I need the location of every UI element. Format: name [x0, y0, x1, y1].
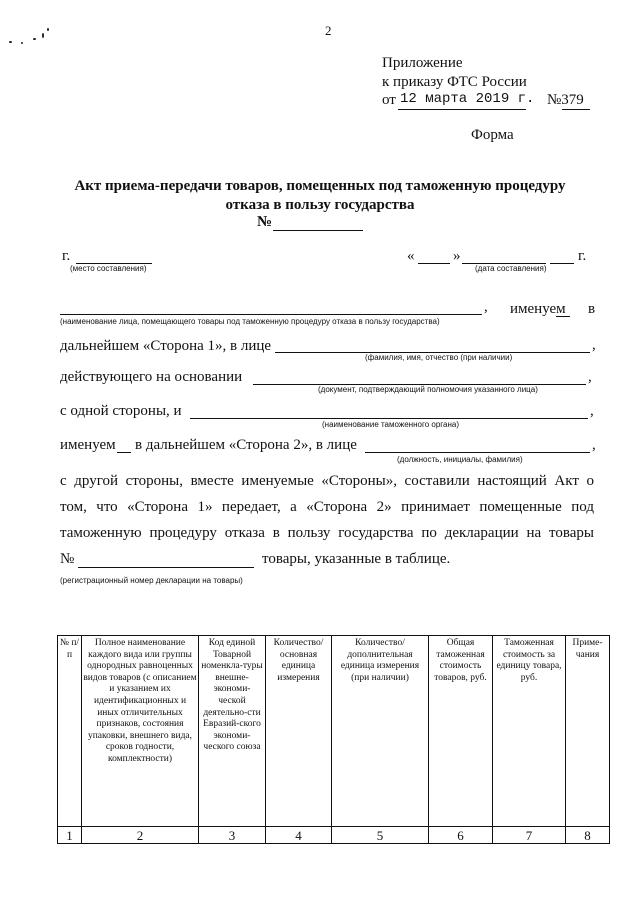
column-number-cell: 5	[332, 827, 429, 844]
one-side-text: с одной стороны, и	[60, 403, 182, 419]
side2-position-line	[365, 452, 590, 453]
appendix-date-line	[398, 109, 526, 110]
scan-speck	[47, 28, 49, 31]
header-cell-main-quantity: Количество/ основная единица измерения	[266, 636, 332, 827]
goods-table	[57, 635, 610, 844]
scan-speck	[42, 33, 44, 38]
close-quote: »	[453, 248, 461, 264]
appendix-date: 12 марта 2019 г.	[400, 91, 535, 107]
named-ending-line-2	[117, 452, 131, 453]
customs-comma: ,	[590, 403, 594, 419]
side2-text: в дальнейшем «Сторона 2», в лице	[135, 437, 357, 453]
column-number-cell: 1	[58, 827, 82, 844]
party-name-line	[60, 314, 482, 315]
appendix-number-line	[562, 109, 590, 110]
side1-comma: ,	[592, 337, 596, 353]
year-suffix: г.	[578, 248, 587, 264]
date-caption: (дата составления)	[475, 264, 547, 273]
customs-line	[190, 418, 588, 419]
column-number-cell: 7	[493, 827, 566, 844]
act-number-prefix: №	[257, 214, 273, 230]
table-numbering-row	[58, 827, 610, 844]
appendix-number: №379	[547, 92, 584, 108]
place-caption: (место составления)	[70, 264, 147, 273]
header-cell-tnved-code: Код единой Товарной номенкла-туры внешне-экономи-ческой деятельно-сти Евразий-ского экономи-ческого союза	[199, 636, 266, 827]
fio-caption: (фамилия, имя, отчество (при наличии)	[365, 353, 513, 362]
declaration-number-line	[78, 567, 254, 568]
document-title-line2: отказа в пользу государства	[225, 197, 415, 213]
column-number-cell: 4	[266, 827, 332, 844]
year-line	[550, 263, 574, 264]
header-cell-goods-name: Полное наименование каждого вида или группы однородных равноценных видов товаров (с описанием и указанием их идентификационных и иных отличительных признаков, состояния упаковки, внешнего вида, сроков годности, комплектности)	[82, 636, 199, 827]
page-number: 2	[325, 23, 332, 38]
header-cell-notes: Приме-чания	[566, 636, 610, 827]
form-label: Форма	[471, 127, 514, 143]
acting-comma: ,	[588, 369, 592, 385]
header-cell-number: № п/п	[58, 636, 82, 827]
header-cell-total-value: Общая таможенная стоимость товаров, руб.	[429, 636, 493, 827]
in-label: в	[588, 301, 596, 317]
appendix-line1: Приложение	[382, 55, 463, 71]
column-number-cell: 8	[566, 827, 610, 844]
named-label-1: именуем	[510, 301, 566, 317]
named-label-2: именуем	[60, 437, 116, 453]
paragraph-line2: том, что «Сторона 1» передает, а «Сторона 2» принимает помещенные под	[60, 499, 594, 515]
doc-caption: (документ, подтверждающий полномочия указанного лица)	[318, 385, 538, 394]
paragraph-line4-tail: товары, указанные в таблице.	[262, 551, 451, 567]
appendix-line2: к приказу ФТС России	[382, 74, 527, 90]
city-prefix: г.	[62, 248, 71, 264]
open-quote: «	[407, 248, 415, 264]
side2-comma: ,	[592, 437, 596, 453]
paragraph-line3: таможенную процедуру отказа в пользу государства по декларации на товары	[60, 525, 594, 541]
customs-caption: (наименование таможенного органа)	[322, 420, 459, 429]
side1-text: дальнейшем «Сторона 1», в лице	[60, 338, 272, 354]
appendix-date-prefix: от	[382, 92, 396, 108]
paragraph-line1: с другой стороны, вместе именуемые «Стороны», составили настоящий Акт о	[60, 473, 594, 489]
acting-text: действующего на основании	[60, 369, 243, 385]
party-name-caption: (наименование лица, помещающего товары под таможенную процедуру отказа в пользу государства)	[60, 317, 440, 326]
named-ending-line-1	[556, 316, 570, 317]
column-number-cell: 6	[429, 827, 493, 844]
header-cell-additional-quantity: Количество/ дополнительная единица измерения (при наличии)	[332, 636, 429, 827]
act-number-line	[273, 230, 363, 231]
header-cell-unit-value: Таможенная стоимость за единицу товара, руб.	[493, 636, 566, 827]
scan-speck	[21, 42, 23, 44]
party-name-comma: ,	[484, 299, 488, 315]
table-header-row	[58, 636, 610, 827]
scan-speck	[9, 41, 12, 43]
declaration-caption: (регистрационный номер декларации на товары)	[60, 576, 243, 585]
position-caption: (должность, инициалы, фамилия)	[397, 455, 523, 464]
column-number-cell: 3	[199, 827, 266, 844]
column-number-cell: 2	[82, 827, 199, 844]
day-line	[418, 263, 450, 264]
declaration-no-prefix: №	[60, 551, 75, 567]
document-title-line1: Акт приема-передачи товаров, помещенных под таможенную процедуру	[74, 178, 566, 194]
scan-speck	[33, 38, 36, 40]
